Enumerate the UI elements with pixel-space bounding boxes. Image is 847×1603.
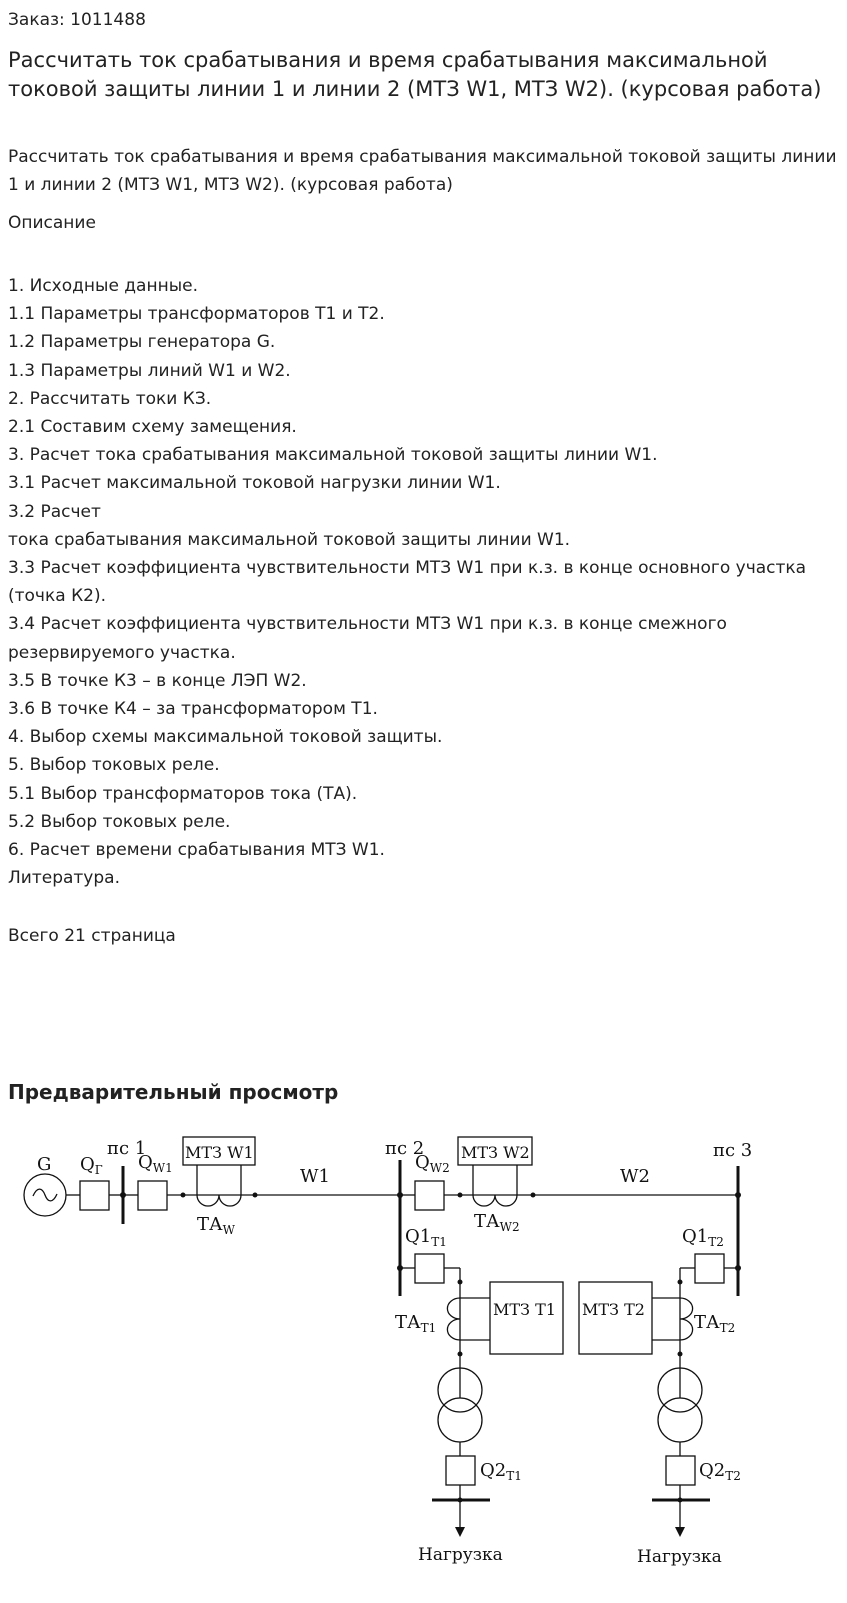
order-number: Заказ: 1011488 [8, 10, 146, 30]
breaker-g [80, 1181, 109, 1210]
line-w2-label: W2 [620, 1166, 650, 1187]
ta-w-label: $ТА_W$ [197, 1214, 235, 1237]
relay-w1-label: МТЗ W1 [185, 1143, 254, 1162]
contents-item: 5. Выбор токовых реле. [8, 755, 220, 776]
generator-label: G [37, 1154, 52, 1175]
contents-item: 4. Выбор схемы максимальной токовой защиты. [8, 727, 443, 748]
ps3-label: пс 3 [713, 1140, 753, 1161]
ta-w2-label: $ТА_{W2}$ [474, 1211, 520, 1234]
relay-t2-label: МТЗ Т2 [582, 1300, 645, 1319]
ta-t2-label: $ТА_{Т2}$ [694, 1312, 736, 1335]
contents-item: 1. Исходные данные. [8, 276, 198, 296]
q1-t2-label: $Q1_{Т2}$ [682, 1226, 724, 1249]
contents-item: 3. Расчет тока срабатывания максимальной токовой защиты линии W1. [8, 445, 658, 466]
contents-item: 3.6 В точке К4 – за трансформатором Т1. [8, 699, 378, 720]
total-pages: Всего 21 страница [8, 926, 176, 946]
page-subtitle: Рассчитать ток срабатывания и время срабатывания максимальной токовой защиты линии 1 и линии 2 (МТЗ W1, МТЗ W2). (курсовая работа) [8, 147, 837, 195]
contents-item: 3.1 Расчет максимальной токовой нагрузки линии W1. [8, 473, 501, 494]
ps2-label: пс 2 [385, 1138, 425, 1159]
breaker-q2-t1 [446, 1456, 475, 1485]
line-w1-label: W1 [300, 1166, 330, 1187]
breaker-w2-label: $Q_{W2}$ [415, 1152, 450, 1175]
page-title: Рассчитать ток срабатывания и время срабатывания максимальной токовой защиты линии 1 и линии 2 (МТЗ W1, МТЗ W2). (курсовая работа) [8, 48, 822, 101]
contents-item: 3.3 Расчет коэффициента чувствительности МТЗ W1 при к.з. в конце основного участка (точка К2). [8, 558, 807, 607]
relay-t1-label: МТЗ Т1 [493, 1300, 556, 1319]
ps1-label: пс 1 [107, 1138, 147, 1159]
load-1-label: Нагрузка [418, 1545, 503, 1565]
ta-t1-label: $ТА_{Т1}$ [395, 1312, 437, 1335]
load-2-label: Нагрузка [637, 1547, 722, 1567]
breaker-q1-t1 [415, 1254, 444, 1283]
preview-heading: Предварительный просмотр [8, 1080, 339, 1104]
description-heading: Описание [8, 213, 96, 233]
contents-item: 2.1 Составим схему замещения. [8, 417, 297, 438]
contents-item: 1.3 Параметры линий W1 и W2. [8, 360, 291, 381]
contents-item: Литература. [8, 868, 120, 889]
q2-t1-label: $Q2_{Т1}$ [480, 1460, 522, 1483]
contents-item: 5.2 Выбор токовых реле. [8, 811, 231, 832]
contents-item: 5.1 Выбор трансформаторов тока (ТА). [8, 783, 358, 804]
contents-item: 1.2 Параметры генератора G. [8, 332, 276, 353]
q2-t2-label: $Q2_{Т2}$ [699, 1460, 741, 1483]
relay-w2-label: МТЗ W2 [461, 1143, 530, 1162]
q1-t1-label: $Q1_{Т1}$ [405, 1226, 447, 1249]
breaker-q1-t2 [695, 1254, 724, 1283]
breaker-w2 [415, 1181, 444, 1210]
contents-item: 1.1 Параметры трансформаторов Т1 и Т2. [8, 304, 385, 325]
breaker-q2-t2 [666, 1456, 695, 1485]
contents-item: 6. Расчет времени срабатывания МТЗ W1. [8, 840, 385, 861]
contents-list [8, 272, 843, 892]
contents-item: 3.2 Расчет [8, 501, 101, 522]
transformer-t2-lower [658, 1398, 702, 1442]
contents-item: 3.4 Расчет коэффициента чувствительности МТЗ W1 при к.з. в конце смежного резервируемого участка. [8, 614, 727, 663]
protection-schematic [0, 1130, 847, 1603]
transformer-t1-lower [438, 1398, 482, 1442]
contents-item: тока срабатывания максимальной токовой защиты линии W1. [8, 529, 571, 550]
breaker-w1-label: $Q_{W1}$ [138, 1152, 173, 1175]
breaker-g-label: $Q_Г$ [80, 1154, 103, 1177]
contents-item: 2. Рассчитать токи КЗ. [8, 388, 212, 409]
breaker-w1 [138, 1181, 167, 1210]
contents-item: 3.5 В точке К3 – в конце ЛЭП W2. [8, 670, 307, 691]
